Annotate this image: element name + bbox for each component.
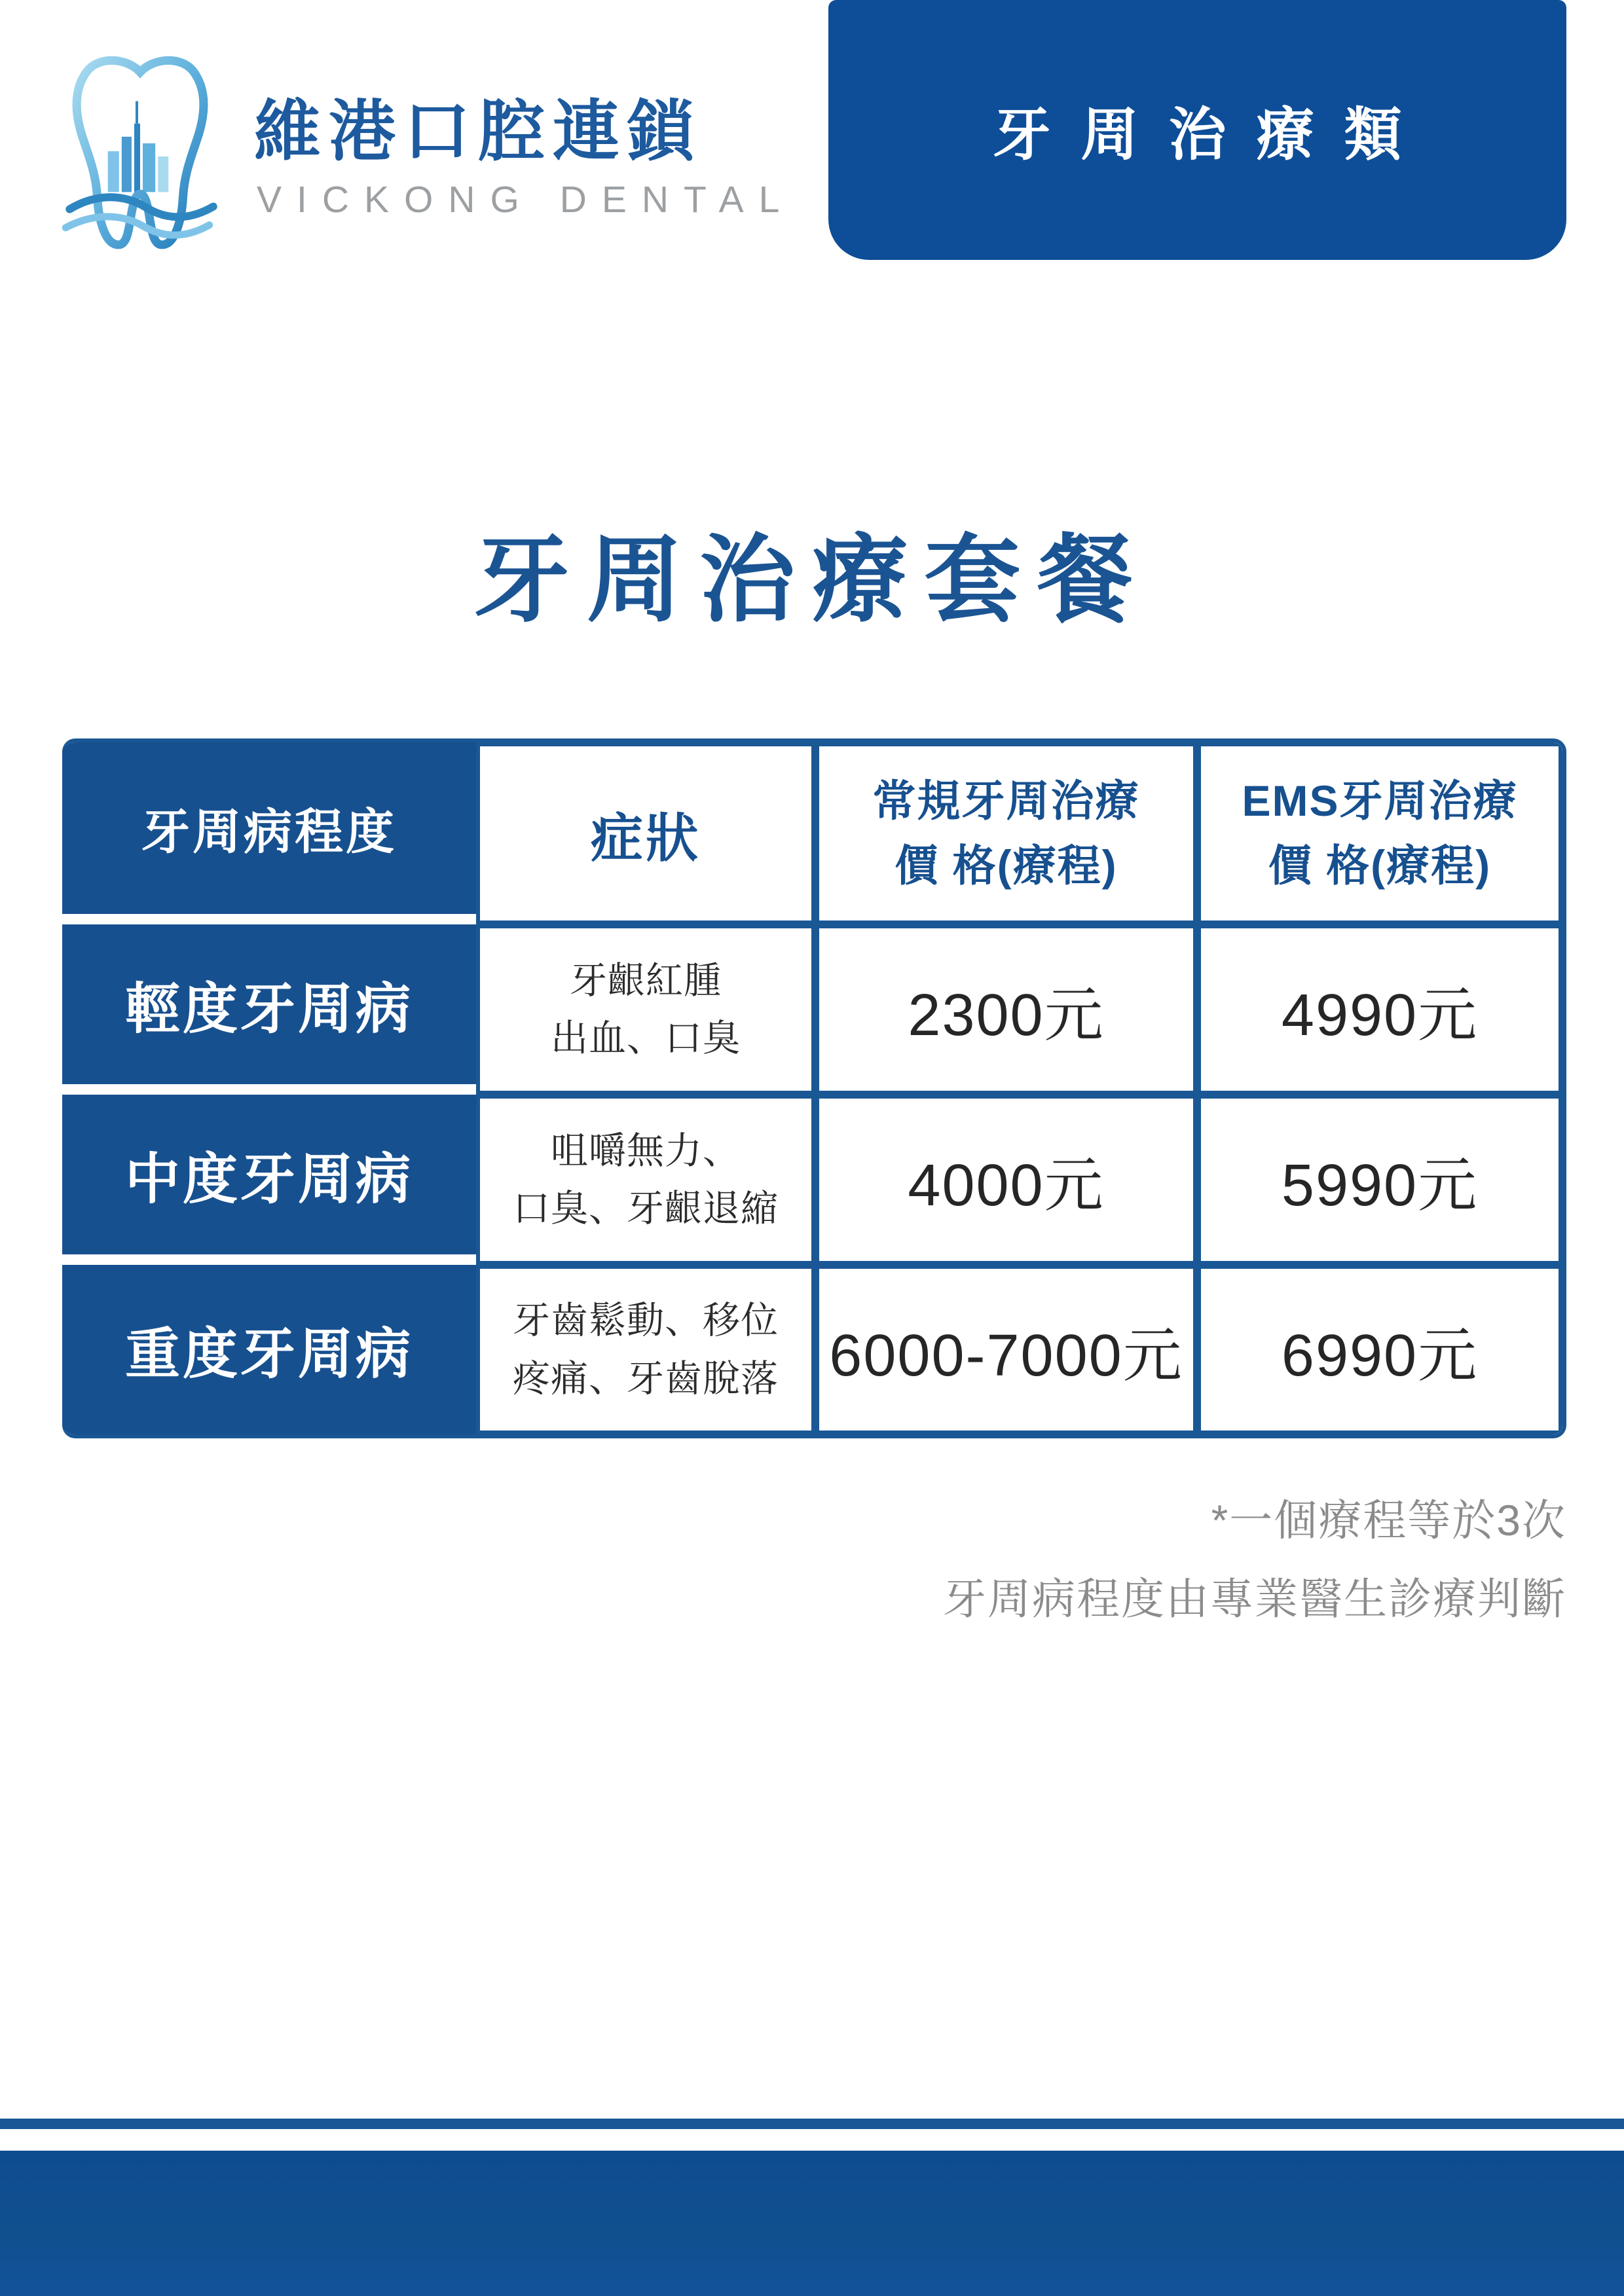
header-ems-price-line2: 價 格(療程) (1268, 841, 1492, 890)
table-row-moderate-symptoms (476, 1095, 815, 1265)
tooth-skyline-logo-icon (58, 52, 223, 257)
table-row-severe-symptom-line2: 疼痛、牙齒脫落 (513, 1357, 779, 1400)
table-row-moderate-symptom-line1: 咀嚼無力、 (551, 1129, 741, 1172)
category-badge-label: 牙周治療類 (993, 101, 1432, 167)
table-row-mild-regular-price: 2300元 (815, 924, 1197, 1095)
footnote-line1: *一個療程等於3次 (1211, 1496, 1566, 1544)
table-row-severe-ems-price: 6990元 (1197, 1265, 1562, 1434)
category-badge (828, 0, 1566, 260)
footnotes (519, 1481, 1566, 1638)
header-symptoms: 症狀 (476, 742, 815, 924)
page-title: 牙周治療套餐 (474, 526, 1150, 633)
header-ems-price-line1: EMS牙周治療 (1242, 776, 1518, 825)
table-row-moderate-regular-price: 4000元 (815, 1095, 1197, 1265)
table-row-mild-symptoms (476, 924, 815, 1095)
table-row-moderate-symptom-line2: 口臭、牙齦退縮 (513, 1188, 779, 1230)
city-skyline-icon (108, 101, 169, 192)
table-row-severe-severity: 重度牙周病 (62, 1265, 476, 1434)
table-row-severe-symptom-line1: 牙齒鬆動、移位 (513, 1300, 779, 1342)
price-table (62, 738, 1566, 1438)
footer-thin-stripe (0, 2119, 1624, 2129)
table-row-moderate-severity: 中度牙周病 (62, 1095, 476, 1265)
footnote-line2: 牙周病程度由專業醫生診療判斷 (943, 1575, 1566, 1623)
table-row-severe-symptoms (476, 1265, 815, 1434)
header-severity: 牙周病程度 (62, 742, 476, 924)
header-regular-price-line1: 常規牙周治療 (872, 776, 1140, 825)
brand-name-chinese: 維港口腔連鎖 (254, 96, 702, 170)
table-row-mild-symptom-line1: 牙齦紅腫 (570, 959, 722, 1002)
table-row-mild-symptom-line2: 出血、口臭 (551, 1017, 741, 1059)
brand-name-english: VICKONG DENTAL (257, 179, 795, 221)
table-row-severe-regular-price: 6000-7000元 (815, 1265, 1197, 1434)
header-regular-price (815, 742, 1197, 924)
header-ems-price (1197, 742, 1562, 924)
table-row-mild-ems-price: 4990元 (1197, 924, 1562, 1095)
footer-block (0, 2151, 1624, 2296)
table-row-moderate-ems-price: 5990元 (1197, 1095, 1562, 1265)
table-row-mild-severity: 輕度牙周病 (62, 924, 476, 1095)
header-regular-price-line2: 價 格(療程) (895, 841, 1118, 890)
